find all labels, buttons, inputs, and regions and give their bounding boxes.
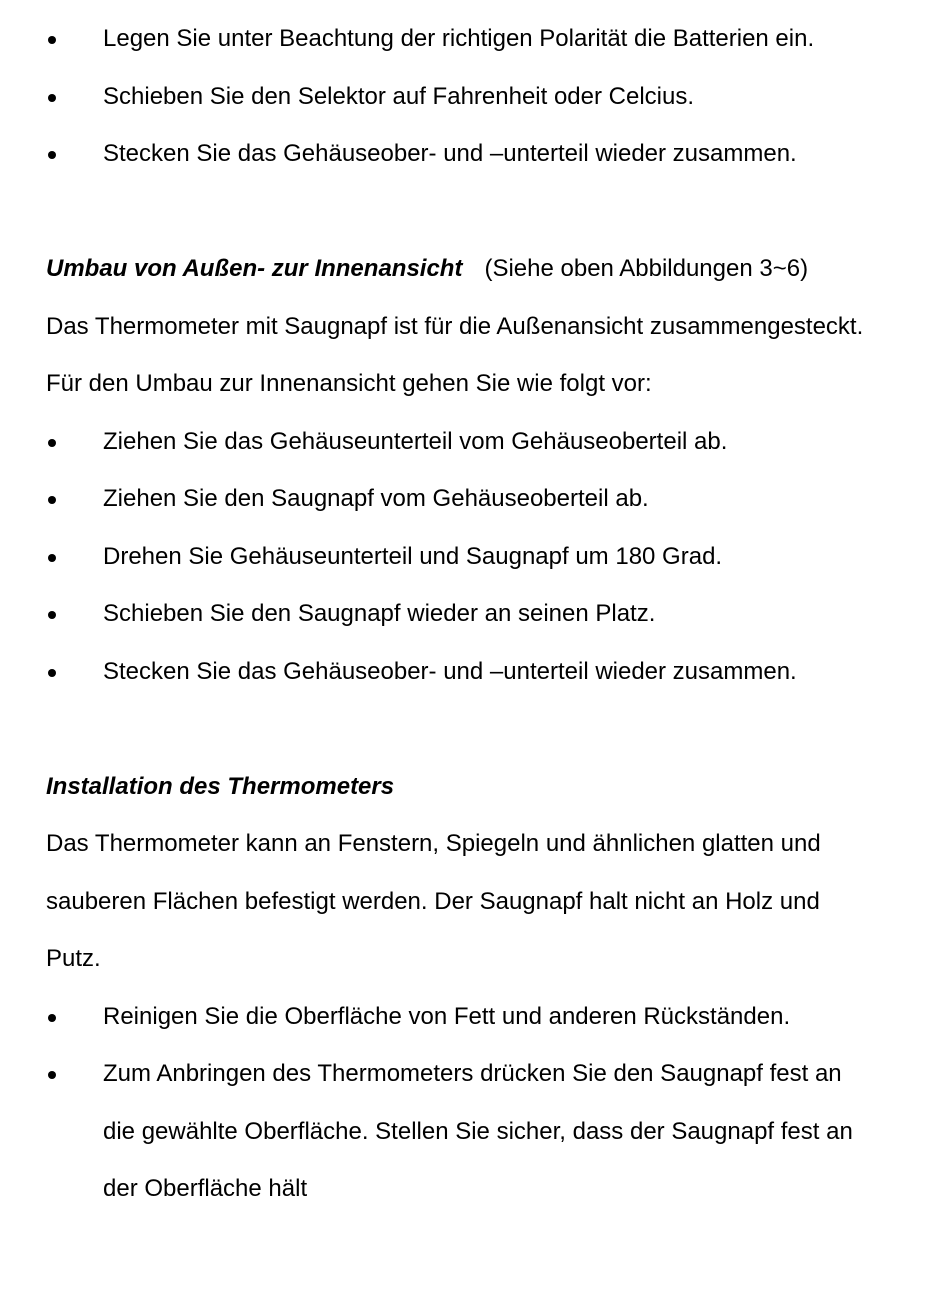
list-item — [46, 595, 926, 653]
bullet-icon — [46, 135, 66, 159]
list-item-text: Schieben Sie den Saugnapf wieder an seinen Platz. — [103, 600, 656, 627]
list-item — [46, 1055, 926, 1228]
list-item — [46, 423, 926, 481]
section-title: Installation des Thermometers — [46, 772, 395, 800]
list-item-text: Legen Sie unter Beachtung der richtigen Polarität die Batterien ein. — [103, 25, 815, 52]
section-title: Umbau von Außen- zur Innenansicht — [46, 255, 463, 282]
document-page — [46, 20, 926, 1228]
bullet-icon — [46, 538, 66, 562]
list-item — [46, 653, 926, 711]
list-item-text-line: Zum Anbringen des Thermometers drücken Sie den Saugnapf fest an — [103, 1060, 842, 1087]
list-item-text: Ziehen Sie den Saugnapf vom Gehäuseoberteil ab. — [103, 485, 649, 512]
list-item — [46, 480, 926, 538]
list-item-text: Drehen Sie Gehäuseunterteil und Saugnapf um 180 Grad. — [103, 542, 723, 570]
installation-steps-list — [46, 998, 926, 1228]
list-item — [46, 998, 926, 1056]
list-item-text: Ziehen Sie das Gehäuseunterteil vom Gehäuseoberteil ab. — [103, 427, 728, 455]
list-item-text: Stecken Sie das Gehäuseober- und –unterteil wieder zusammen. — [103, 657, 797, 685]
bullet-icon — [46, 1055, 66, 1079]
list-item-text: Schieben Sie den Selektor auf Fahrenheit oder Celcius. — [103, 82, 695, 110]
section-heading — [46, 768, 926, 826]
list-item — [46, 20, 926, 78]
section-spacer — [46, 193, 926, 251]
bullet-icon — [46, 480, 66, 504]
section-note: (Siehe oben Abbildungen 3~6) — [484, 255, 809, 282]
list-item — [46, 135, 926, 193]
paragraph-line: Putz. — [46, 945, 101, 972]
bullet-icon — [46, 595, 66, 619]
list-item-text: Reinigen Sie die Oberfläche von Fett und anderen Rückständen. — [103, 1002, 791, 1030]
bullet-icon — [46, 653, 66, 677]
list-item-text-line: die gewählte Oberfläche. Stellen Sie sicher, dass der Saugnapf fest an — [103, 1117, 853, 1145]
bullet-icon — [46, 78, 66, 102]
paragraph-line: sauberen Flächen befestigt werden. Der Saugnapf halt nicht an Holz und — [46, 887, 820, 915]
conversion-steps-list — [46, 423, 926, 711]
section-spacer — [46, 710, 926, 768]
battery-instructions-list — [46, 20, 926, 193]
paragraph-line: Für den Umbau zur Innenansicht gehen Sie wie folgt vor: — [46, 370, 652, 397]
bullet-icon — [46, 423, 66, 447]
paragraph-line: Das Thermometer kann an Fenstern, Spiegeln und ähnlichen glatten und — [46, 830, 821, 857]
list-item-text-line: der Oberfläche hält — [103, 1175, 308, 1202]
list-item-text: Stecken Sie das Gehäuseober- und –unterteil wieder zusammen. — [103, 140, 797, 167]
bullet-icon — [46, 20, 66, 44]
section-heading — [46, 250, 926, 308]
paragraph-line: Das Thermometer mit Saugnapf ist für die Außenansicht zusammengesteckt. — [46, 312, 864, 340]
list-item — [46, 78, 926, 136]
list-item — [46, 538, 926, 596]
bullet-icon — [46, 998, 66, 1022]
